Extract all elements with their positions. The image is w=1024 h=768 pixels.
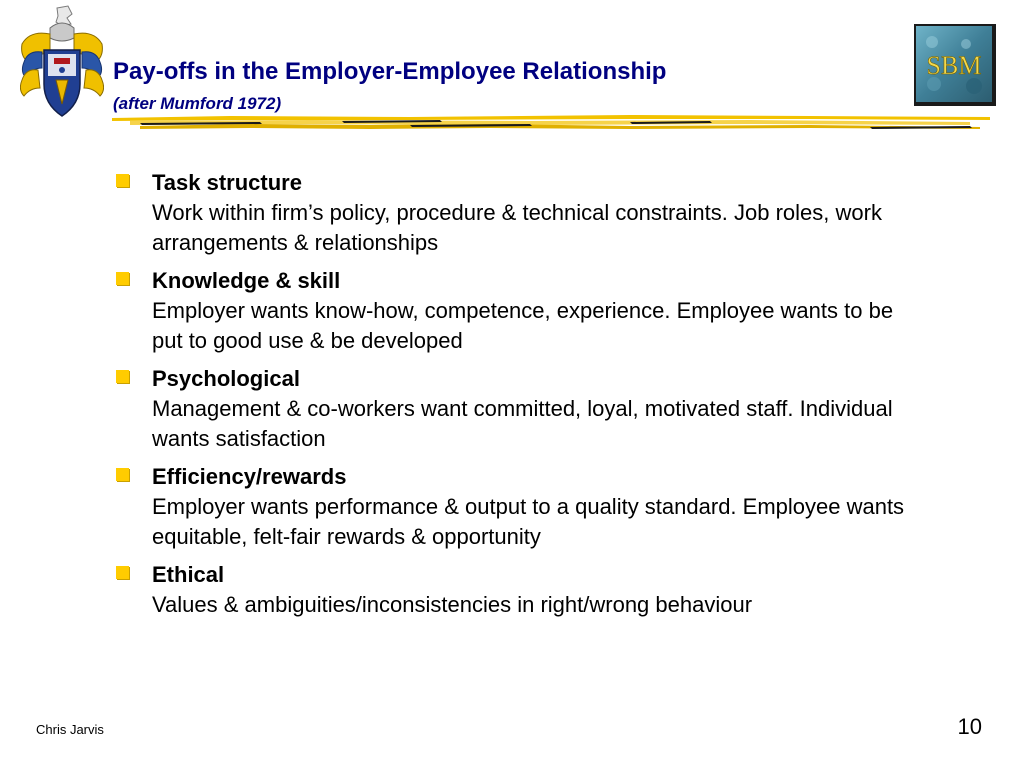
sbm-logo-icon	[914, 24, 996, 106]
bullet-body: Employer wants performance & output to a quality standard. Employee wants equitable, felt-fair rewards & opportunity	[152, 494, 905, 549]
bullet-heading: Psychological	[152, 366, 300, 391]
bullet-body: Employer wants know-how, competence, experience. Employee wants to be put to good use & be developed	[152, 298, 894, 353]
bullet-item-knowledge-skill	[114, 266, 914, 356]
bullet-heading: Task structure	[152, 170, 302, 195]
square-bullet-icon	[116, 174, 129, 187]
bullet-item-efficiency-rewards	[114, 462, 914, 552]
square-bullet-icon	[116, 468, 129, 481]
square-bullet-icon	[116, 566, 129, 579]
bullet-heading: Efficiency/rewards	[152, 464, 347, 489]
bullet-body: Values & ambiguities/inconsistencies in right/wrong behaviour	[152, 592, 753, 617]
bullet-item-psychological	[114, 364, 914, 454]
bullet-heading: Knowledge & skill	[152, 268, 341, 293]
slide-title: Pay-offs in the Employer-Employee Relationship	[113, 58, 667, 85]
slide-subtitle: (after Mumford 1972)	[113, 94, 282, 113]
bullet-body: Work within firm’s policy, procedure & technical constraints. Job roles, work arrangements & relationships	[152, 200, 882, 255]
sbm-logo-text: SBM	[926, 51, 982, 80]
brush-stroke-divider	[110, 108, 994, 136]
university-crest-icon	[20, 4, 104, 122]
bullet-heading: Ethical	[152, 562, 225, 587]
footer-author: Chris Jarvis	[36, 722, 104, 737]
bullet-body: Management & co-workers want committed, loyal, motivated staff. Individual wants satisfaction	[152, 396, 893, 451]
bullet-item-ethical	[114, 560, 914, 620]
bullet-item-task-structure	[114, 168, 914, 258]
bullet-list	[114, 168, 914, 628]
page-number: 10	[957, 714, 982, 739]
square-bullet-icon	[116, 370, 129, 383]
square-bullet-icon	[116, 272, 129, 285]
